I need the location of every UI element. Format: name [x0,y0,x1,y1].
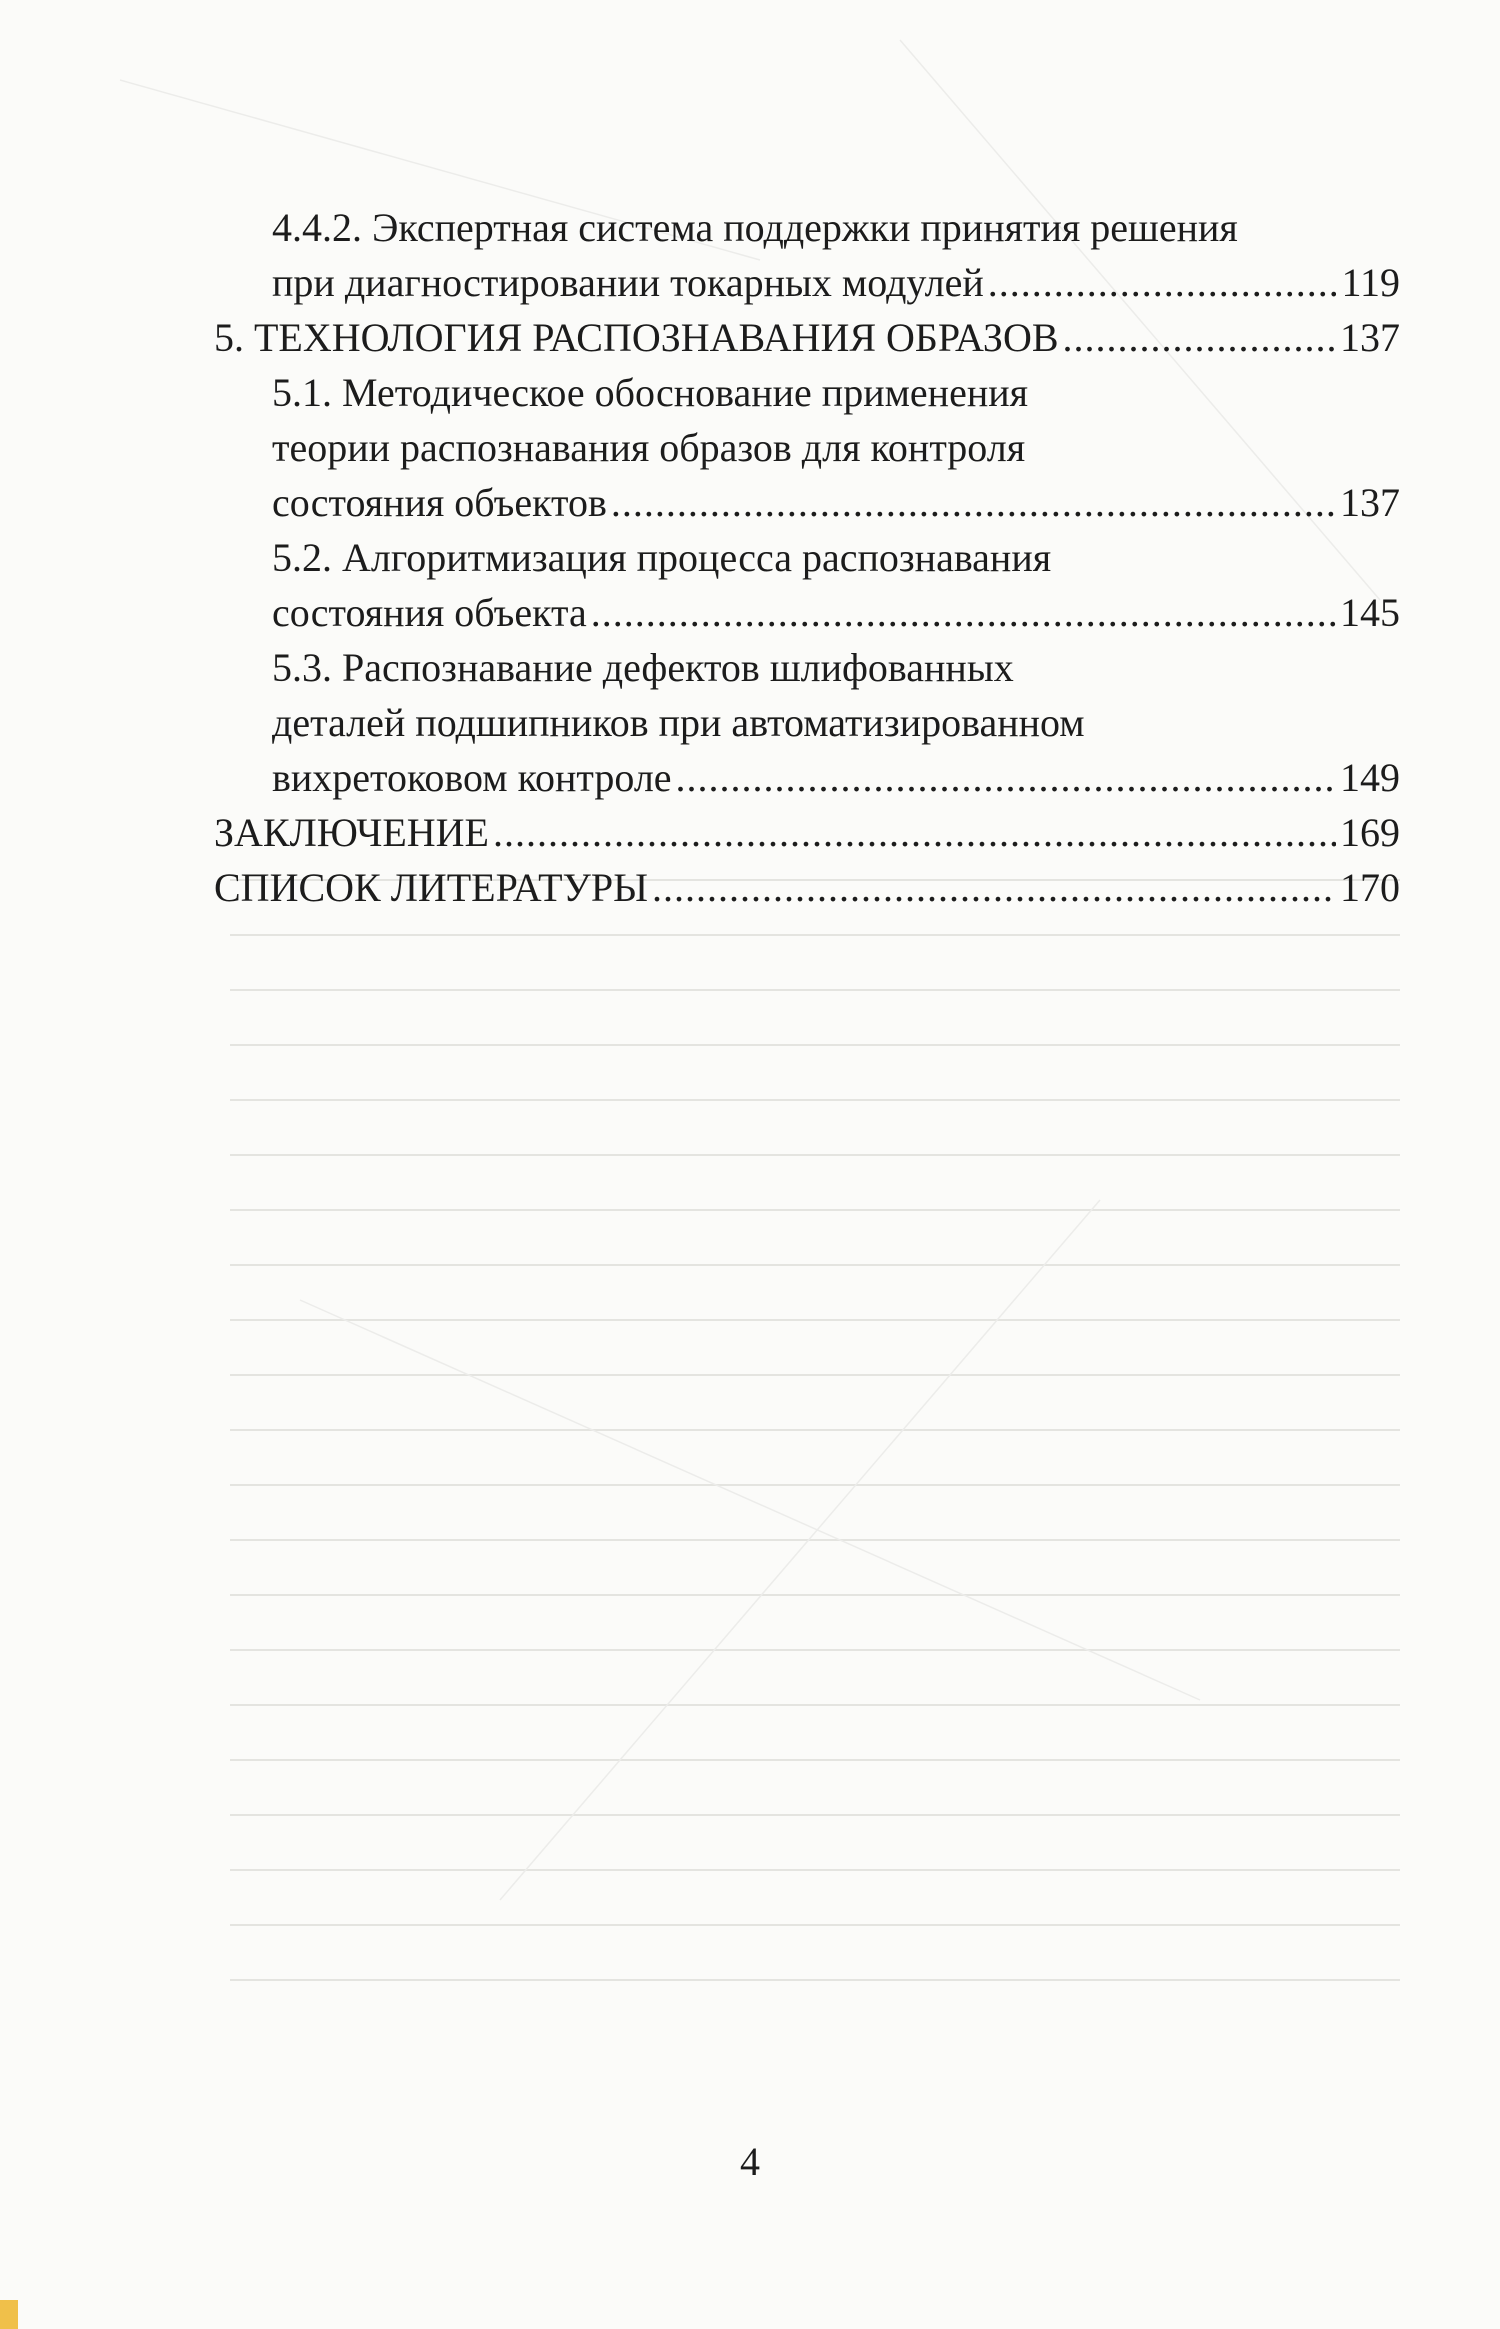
dot-leader [652,860,1336,915]
toc-page-number: 149 [1340,755,1400,800]
page-number: 4 [740,2139,760,2184]
toc-entry-last-line [272,255,1400,310]
toc-entry [214,310,1400,365]
dot-leader [493,805,1336,860]
toc-entry-title: 5. ТЕХНОЛОГИЯ РАСПОЗНАВАНИЯ ОБРАЗОВ [214,315,1059,360]
toc-entry [214,530,1400,640]
toc-entry-last-line [272,750,1400,805]
toc-entry-last-line [214,310,1400,365]
toc-entry [214,640,1400,805]
toc-entry-title: СПИСОК ЛИТЕРАТУРЫ [214,865,648,910]
toc-entry-line: деталей подшипников при автоматизированном [272,700,1085,745]
toc-entry [214,860,1400,915]
toc-entry-line: теории распознавания образов для контроля [272,425,1026,470]
toc-entry-last-line [214,805,1400,860]
toc-entry-title: вихретоковом контроле [272,755,672,800]
dot-leader [1063,310,1336,365]
toc-entry-title: при диагностировании токарных модулей [272,260,984,305]
toc-page-number: 137 [1340,480,1400,525]
toc-page-number: 145 [1340,590,1400,635]
toc-entry-last-line [214,860,1400,915]
table-of-contents [214,200,1400,915]
toc-entry-line: 5.1. Методическое обоснование применения [272,370,1029,415]
toc-entry-line: 4.4.2. Экспертная система поддержки принятия решения [272,205,1238,250]
toc-page-number: 137 [1340,315,1400,360]
toc-page-number: 170 [1340,865,1400,910]
toc-entry-last-line [272,585,1400,640]
toc-entry [214,365,1400,530]
toc-entry-title: ЗАКЛЮЧЕНИЕ [214,810,489,855]
toc-entry-title: состояния объекта [272,590,587,635]
toc-entry-line: 5.2. Алгоритмизация процесса распознавания [272,535,1052,580]
dot-leader [591,585,1336,640]
toc-page-number: 119 [1341,260,1400,305]
toc-entry-line: 5.3. Распознавание дефектов шлифованных [272,645,1014,690]
toc-page-number: 169 [1340,810,1400,855]
toc-entry-last-line [272,475,1400,530]
toc-entry [214,200,1400,310]
toc-entry [214,805,1400,860]
dot-leader [988,255,1336,310]
dot-leader [676,750,1336,805]
page-edge-stain [0,2300,18,2329]
toc-entry-title: состояния объектов [272,480,607,525]
dot-leader [611,475,1336,530]
